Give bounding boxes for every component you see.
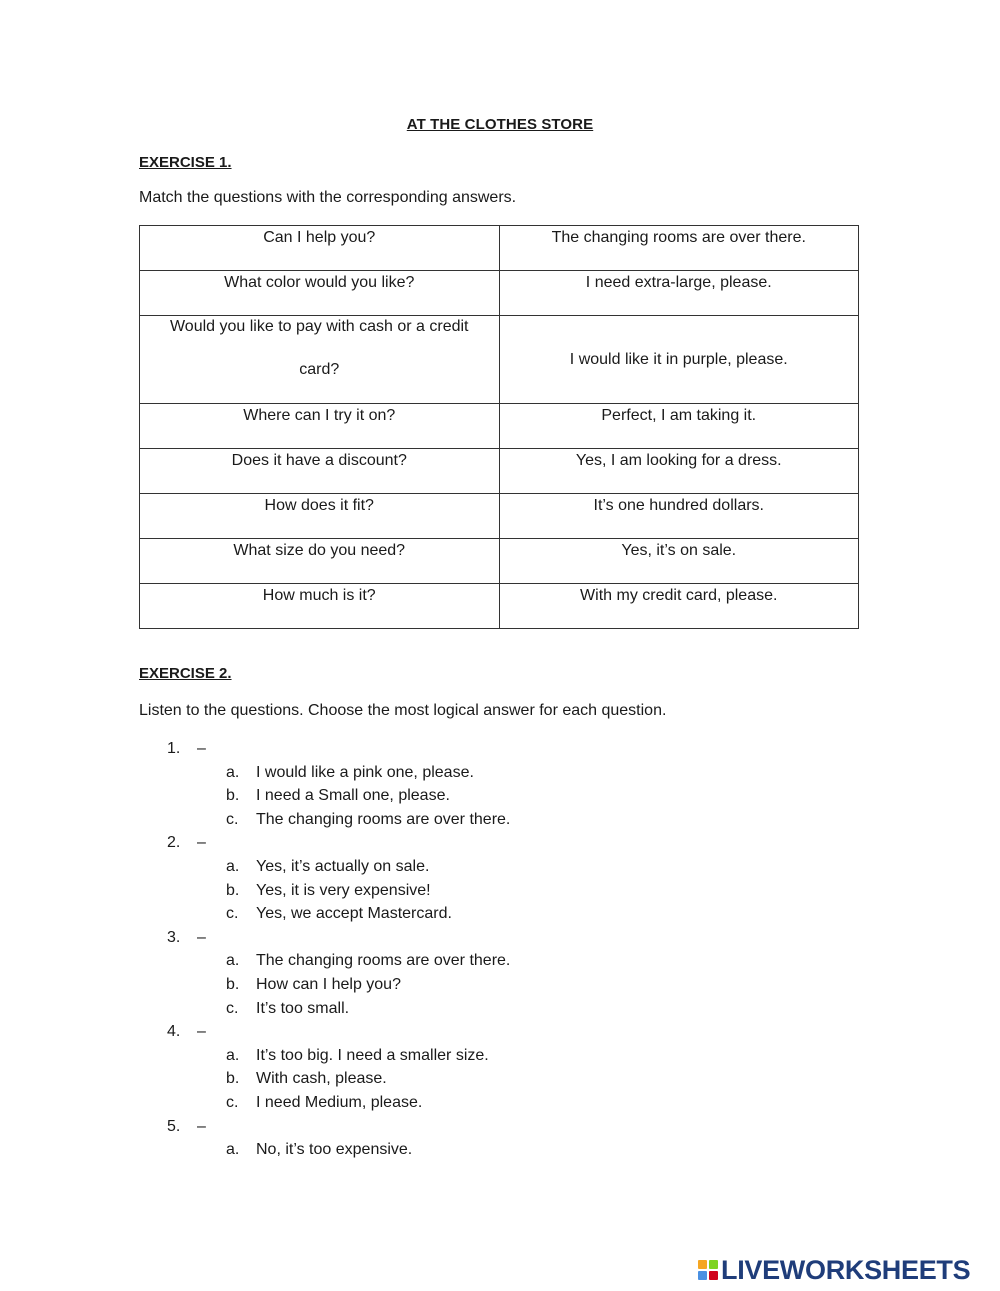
table-row <box>140 316 859 404</box>
answer-cell <box>499 449 859 494</box>
answer-option[interactable] <box>0 1091 1000 1115</box>
answer-cell <box>499 226 859 271</box>
answer-option[interactable] <box>0 949 1000 973</box>
matching-table <box>139 225 859 629</box>
question-cell <box>140 316 500 404</box>
question-blank: – <box>197 1023 206 1041</box>
answer-text: It’s one hundred dollars. <box>593 497 764 514</box>
option-text: Yes, it’s actually on sale. <box>256 857 430 875</box>
option-letter: a. <box>226 1046 240 1064</box>
answer-option[interactable] <box>0 902 1000 926</box>
table-row <box>140 226 859 271</box>
answer-cell <box>499 584 859 629</box>
answer-option[interactable] <box>0 879 1000 903</box>
answer-cell <box>499 271 859 316</box>
option-text: How can I help you? <box>256 975 401 993</box>
option-letter: c. <box>226 1093 239 1111</box>
option-text: The changing rooms are over there. <box>256 952 511 970</box>
answer-text: Yes, I am looking for a dress. <box>575 452 782 469</box>
question-number: 2. <box>167 834 181 852</box>
answer-text: Perfect, I am taking it. <box>601 407 757 424</box>
answer-text: Yes, it’s on sale. <box>621 542 737 559</box>
option-text: No, it’s too expensive. <box>256 1141 413 1159</box>
question-cell <box>140 494 500 539</box>
question-text: How much is it? <box>262 587 376 604</box>
answer-option[interactable] <box>0 973 1000 997</box>
question-blank: – <box>197 834 206 852</box>
question-number: 3. <box>167 928 181 946</box>
table-row <box>140 404 859 449</box>
answer-cell <box>499 539 859 584</box>
answer-cell <box>499 494 859 539</box>
option-text: It’s too big. I need a smaller size. <box>256 1046 489 1064</box>
exercise-1-instruction: Match the questions with the corresponding answers. <box>139 189 517 206</box>
question-item <box>0 1115 1000 1139</box>
table-row <box>140 449 859 494</box>
question-blank: – <box>197 740 206 757</box>
answer-text: I would like it in purple, please. <box>569 350 788 368</box>
question-text: Where can I try it on? <box>243 407 396 424</box>
answer-text: The changing rooms are over there. <box>551 229 806 246</box>
exercise-2-heading: EXERCISE 2. <box>139 665 232 682</box>
option-text: With cash, please. <box>256 1070 387 1088</box>
question-text: How does it fit? <box>264 497 374 514</box>
answer-option[interactable] <box>0 1138 1000 1162</box>
option-letter: c. <box>226 810 239 828</box>
question-blank: – <box>197 928 206 946</box>
option-text: Yes, we accept Mastercard. <box>256 905 452 923</box>
liveworksheets-logo[interactable] <box>698 1255 970 1285</box>
answer-option[interactable] <box>0 997 1000 1021</box>
option-text: It’s too small. <box>256 999 350 1017</box>
question-blank: – <box>197 1117 206 1135</box>
question-text: Would you like to pay with cash or a credit card? <box>169 318 469 378</box>
question-cell <box>140 226 500 271</box>
question-text: What color would you like? <box>224 274 415 291</box>
option-letter: b. <box>226 881 240 899</box>
exercise-2-instruction: Listen to the questions. Choose the most logical answer for each question. <box>139 702 667 719</box>
option-letter: a. <box>226 1141 240 1159</box>
option-letter: a. <box>226 857 240 875</box>
question-text: Can I help you? <box>263 229 376 246</box>
table-row <box>140 494 859 539</box>
option-letter: c. <box>226 999 239 1017</box>
option-text: I need Medium, please. <box>256 1093 423 1111</box>
answer-text: I need extra-large, please. <box>585 274 772 291</box>
answer-text: With my credit card, please. <box>580 587 778 604</box>
question-list <box>0 737 1000 1162</box>
answer-option[interactable] <box>0 855 1000 879</box>
option-text: I need a Small one, please. <box>256 787 450 805</box>
question-text: Does it have a discount? <box>231 452 407 469</box>
option-letter: a. <box>226 763 240 781</box>
option-text: Yes, it is very expensive! <box>256 881 431 899</box>
question-text: What size do you need? <box>233 542 406 559</box>
question-number: 1. <box>167 740 181 757</box>
question-item <box>0 1020 1000 1044</box>
answer-cell <box>499 404 859 449</box>
question-number: 4. <box>167 1023 181 1041</box>
table-row <box>140 584 859 629</box>
question-item <box>0 926 1000 950</box>
question-item <box>0 831 1000 855</box>
answer-option[interactable] <box>0 761 1000 785</box>
table-row <box>140 539 859 584</box>
question-cell <box>140 404 500 449</box>
option-letter: b. <box>226 787 240 805</box>
logo-text: LIVEWORKSHEETS <box>721 1254 971 1285</box>
answer-option[interactable] <box>0 808 1000 832</box>
option-letter: b. <box>226 1070 240 1088</box>
question-cell <box>140 539 500 584</box>
question-cell <box>140 449 500 494</box>
question-item <box>0 737 1000 761</box>
answer-option[interactable] <box>0 1044 1000 1068</box>
exercise-1-heading: EXERCISE 1. <box>139 154 232 171</box>
option-letter: c. <box>226 905 239 923</box>
answer-option[interactable] <box>0 1067 1000 1091</box>
question-cell <box>140 584 500 629</box>
option-letter: a. <box>226 952 240 970</box>
option-text: The changing rooms are over there. <box>256 810 511 828</box>
question-number: 5. <box>167 1117 181 1135</box>
page-title: AT THE CLOTHES STORE <box>406 116 594 133</box>
answer-option[interactable] <box>0 784 1000 808</box>
option-letter: b. <box>226 975 240 993</box>
liveworksheets-logo-icon <box>698 1260 718 1280</box>
answer-cell <box>499 316 859 404</box>
option-text: I would like a pink one, please. <box>256 763 474 781</box>
